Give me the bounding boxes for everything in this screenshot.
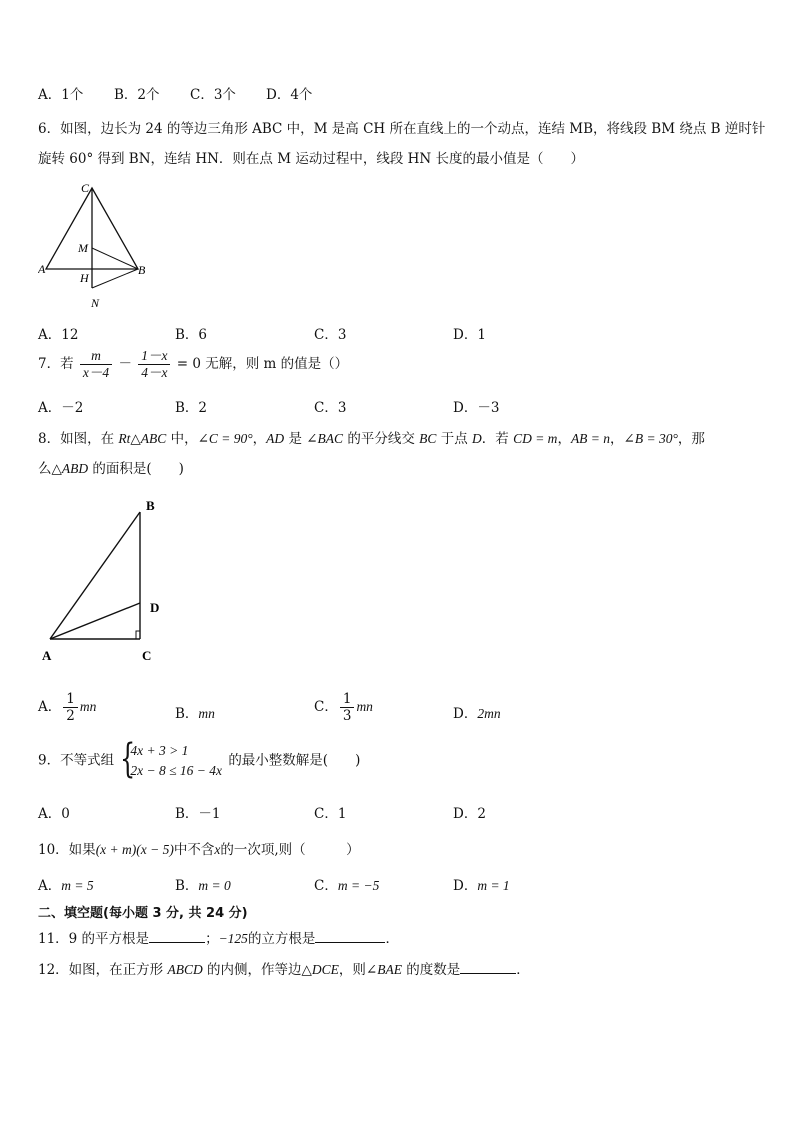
q7-option-b: B．2	[175, 400, 208, 416]
label-d: D	[150, 600, 160, 615]
q7-fraction-2: $\frac{1-x}{4-x}$	[138, 348, 170, 381]
segment-mb	[92, 248, 138, 269]
label-a: A	[38, 262, 46, 276]
segment-ab	[50, 512, 140, 639]
q8-figure	[38, 495, 168, 667]
blank-1	[149, 928, 205, 943]
section-heading: 二、填空题(每小题 3 分, 共 24 分)	[38, 906, 248, 921]
q7-option-a: A．－2	[38, 400, 84, 416]
blank-3	[460, 959, 516, 974]
label-n: N	[91, 296, 100, 310]
q7-fraction-1: $\frac{m}{x-4}$	[80, 348, 112, 381]
q7-option-c: C．3	[314, 400, 347, 416]
q6-option-a: A．12	[38, 327, 79, 343]
q9-option-c: C．1	[314, 806, 347, 822]
label-c: C	[142, 648, 152, 663]
q9-option-b: B．－1	[175, 806, 221, 822]
q10-option-a: A．m = 5	[38, 878, 94, 894]
q11-text: 11．9 的平方根是 ；−125的立方根是 ．	[38, 927, 399, 947]
q5-option-d: D．4个	[266, 87, 313, 103]
q9-text: 9．不等式组 { 4x + 3 > 1 2x − 8 ≤ 16 − 4x 的最小整数解是( )	[38, 736, 361, 782]
q10-option-b: B．m = 0	[175, 878, 231, 894]
q10-option-c: C．m = −5	[314, 878, 380, 894]
q6-figure	[38, 176, 150, 312]
q5-option-a: A．1个	[38, 87, 84, 103]
q8-text-line2: 么△ABD 的面积是( )	[38, 461, 184, 477]
q5-option-b: B．2个	[114, 87, 160, 103]
label-b: B	[138, 263, 146, 277]
blank-2	[315, 928, 385, 943]
q6-option-d: D．1	[453, 327, 486, 343]
q6-option-c: C．3	[314, 327, 347, 343]
q8-option-b: B．mn	[175, 706, 215, 722]
q9-inequality-system: { 4x + 3 > 1 2x − 8 ≤ 16 − 4x	[120, 736, 223, 782]
q8-option-d: D．2mn	[453, 706, 501, 722]
q8-text-line1: 8．如图，在 Rt△ABC 中，∠C = 90°，AD 是 ∠BAC 的平分线交 BC 于点 D．若 CD = m，AB = n，∠B = 30°，那	[38, 431, 705, 447]
q7-text: 7．若 $\frac{m}{x-4}$ － $\frac{1-x}{4-x}$ = 0 无解，则 m 的值是（）	[38, 348, 349, 380]
q8-option-a: A． $\frac{1}{2}$ mn	[38, 691, 97, 724]
q6-option-b: B．6	[175, 327, 208, 343]
label-a: A	[42, 648, 52, 663]
q9-option-a: A．0	[38, 806, 70, 822]
q6-text-line2: 旋转 60° 得到 BN，连结 HN．则在点 M 运动过程中，线段 HN 长度的最小值是（ ）	[38, 151, 584, 167]
label-m: M	[78, 241, 88, 255]
q10-text: 10．如果(x + m)(x − 5)中不含x的一次项,则（ ）	[38, 842, 360, 858]
label-c: C	[81, 181, 90, 195]
label-b: B	[146, 498, 155, 513]
q12-text: 12．如图，在正方形 ABCD 的内侧，作等边△DCE，则∠BAE 的度数是 ．	[38, 958, 530, 978]
q10-option-d: D．m = 1	[453, 878, 510, 894]
q5-option-c: C．3个	[190, 87, 236, 103]
q6-text-line1: 6．如图，边长为 24 的等边三角形 ABC 中，M 是高 CH 所在直线上的一个动点，连结 MB，将线段 BM 绕点 B 逆时针	[38, 121, 766, 137]
segment-nb	[92, 269, 138, 288]
q9-option-d: D．2	[453, 806, 486, 822]
label-h: H	[80, 271, 89, 285]
q8-option-c: C． $\frac{1}{3}$ mn	[314, 691, 373, 724]
q7-option-d: D．－3	[453, 400, 500, 416]
